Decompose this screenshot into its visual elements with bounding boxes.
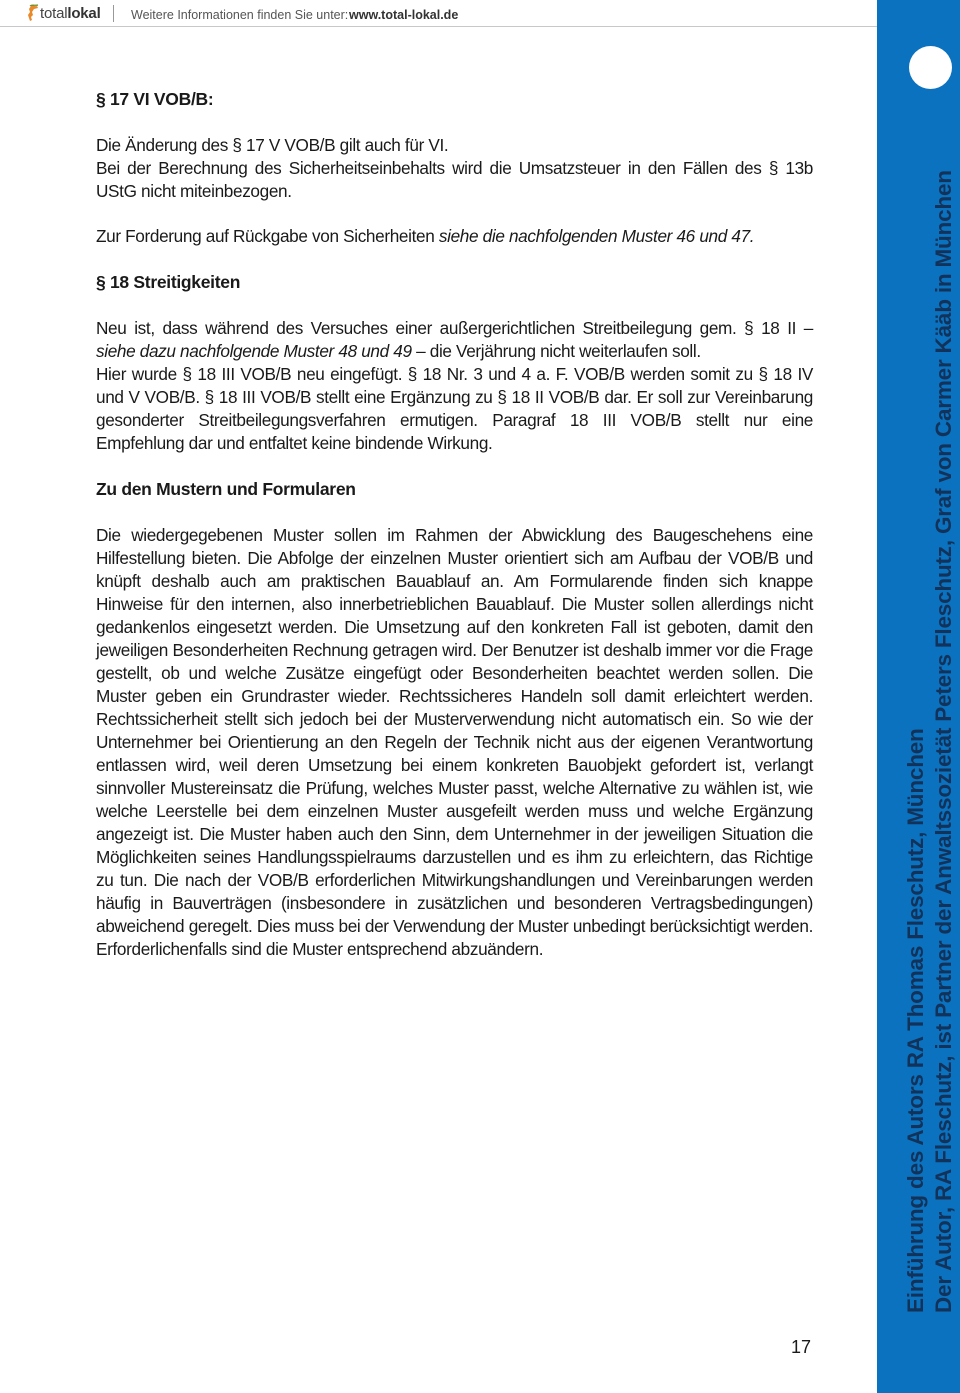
paragraph: Hier wurde § 18 III VOB/B neu eingefügt. § 18 Nr. 3 und 4 a. F. VOB/B werden somit zu § 18 IV und V VOB/B. § 18 III VOB/B stellt eine Ergänzung zu § 18 II VOB/B dar. Er soll zur Vereinbarung gesonderter Streitbeilegungsverfahren ermutigen. Paragraf 18 III VOB/B stellt nur eine Empfehlung dar und entfaltet keine bindende Wirkung. <box>96 364 813 453</box>
paragraph: Zur Forderung auf Rückgabe von Sicherheiten siehe die nachfolgenden Muster 46 und 47. <box>96 226 755 246</box>
muster-reference: siehe dazu nachfolgende Muster 48 und 49 <box>96 341 412 361</box>
muster-reference: siehe die nachfolgenden Muster 46 und 47. <box>438 226 755 246</box>
page-header <box>0 0 877 27</box>
section-heading-muster: Zu den Mustern und Formularen <box>96 479 356 499</box>
page-number: 17 <box>791 1337 812 1357</box>
header-website-link[interactable]: www.total-lokal.de <box>349 8 459 22</box>
section-heading-17vi: § 17 VI VOB/B: <box>96 89 214 109</box>
paragraph: Die wiedergegebenen Muster sollen im Rahmen der Abwicklung des Baugeschehens eine Hilfestellung bieten. Die Abfolge der einzelnen Muster orientiert sich am Aufbau der VOB/B und knüpft deshalb auch am praktischen Bauablauf an. Am Formularende finden sich knappe Hinweise für den internen, also innerbetrieblichen Bauablauf. Die Muster sollen allerdings nicht gedankenlos eingesetzt werden. Die Umsetzung auf den konkreten Fall ist geboten, damit den jeweiligen Besonderheiten Rechnung getragen wird. Der Benutzer ist deshalb immer vor die Frage gestellt, ob und welche Zusätze eingefügt oder Besonderheiten beachtet werden sollen. Die Muster geben ein Grundraster wieder. Rechtssicheres Handeln soll damit erleichtert werden. Rechtssicherheit stellt sich jedoch bei der Musterverwendung nicht automatisch ein. So wie der Unternehmer bei Orientierung an den Regeln der Technik nicht aus der eigenen Verantwortung entlassen wird, weil deren Umsetzung bei einem konkreten Bauobjekt gefordert ist, verlangt sinnvoller Mustereinsatz die Prüfung, welches Muster passt, welche Alternative zu wählen ist, wie welche Leerstelle bei dem einzelnen Muster ausgefeilt werden muss und welche Ergänzung angezeigt ist. Die Muster haben auch den Sinn, dem Unternehmer in der jeweiligen Situation die Möglichkeiten seines Handlungsspielraums darzustellen und es ihm zu erleichtern, das Richtige zu tun. Die nach der VOB/B erforderlichen Mitwirkungshandlungen und Vereinbarungen werden häufig in Bauverträgen (insbesondere in zusätzlichen und besonderen Vertragsbedingungen) abweichend geregelt. Dies muss bei der Verwendung der Muster unbedingt berücksichtigt werden. Erforderlichenfalls sind die Muster entsprechend abzuändern. <box>96 525 813 959</box>
paragraph: Die Änderung des § 17 V VOB/B gilt auch für VI. <box>96 135 449 155</box>
sidebar-subtitle: Der Autor, RA Fleschutz, ist Partner der Anwaltssozietät Peters Fleschutz, Graf von Carmer Kääb in München <box>931 170 956 1313</box>
header-divider <box>113 5 114 22</box>
totallokal-logo[interactable] <box>26 3 101 23</box>
paragraph: Neu ist, dass während des Versuches einer außergerichtlichen Streitbeilegung gem. § 18 II – siehe dazu nachfolgende Muster 48 und 49 – die Verjährung nicht weiterlaufen soll. <box>96 318 813 361</box>
page-content <box>96 88 813 961</box>
logo-text: totallokal <box>40 4 101 22</box>
header-info-text: Weitere Informationen finden Sie unter: <box>131 8 349 22</box>
section-heading-18: § 18 Streitigkeiten <box>96 272 241 292</box>
sidebar-title: Einführung des Autors RA Thomas Fleschutz, München <box>903 728 928 1313</box>
paragraph: Bei der Berechnung des Sicherheitseinbehalts wird die Umsatzsteuer in den Fällen des § 13b UStG nicht miteinbezogen. <box>96 158 813 201</box>
circle-marker-icon <box>909 46 952 89</box>
map-outline-icon <box>26 4 40 22</box>
